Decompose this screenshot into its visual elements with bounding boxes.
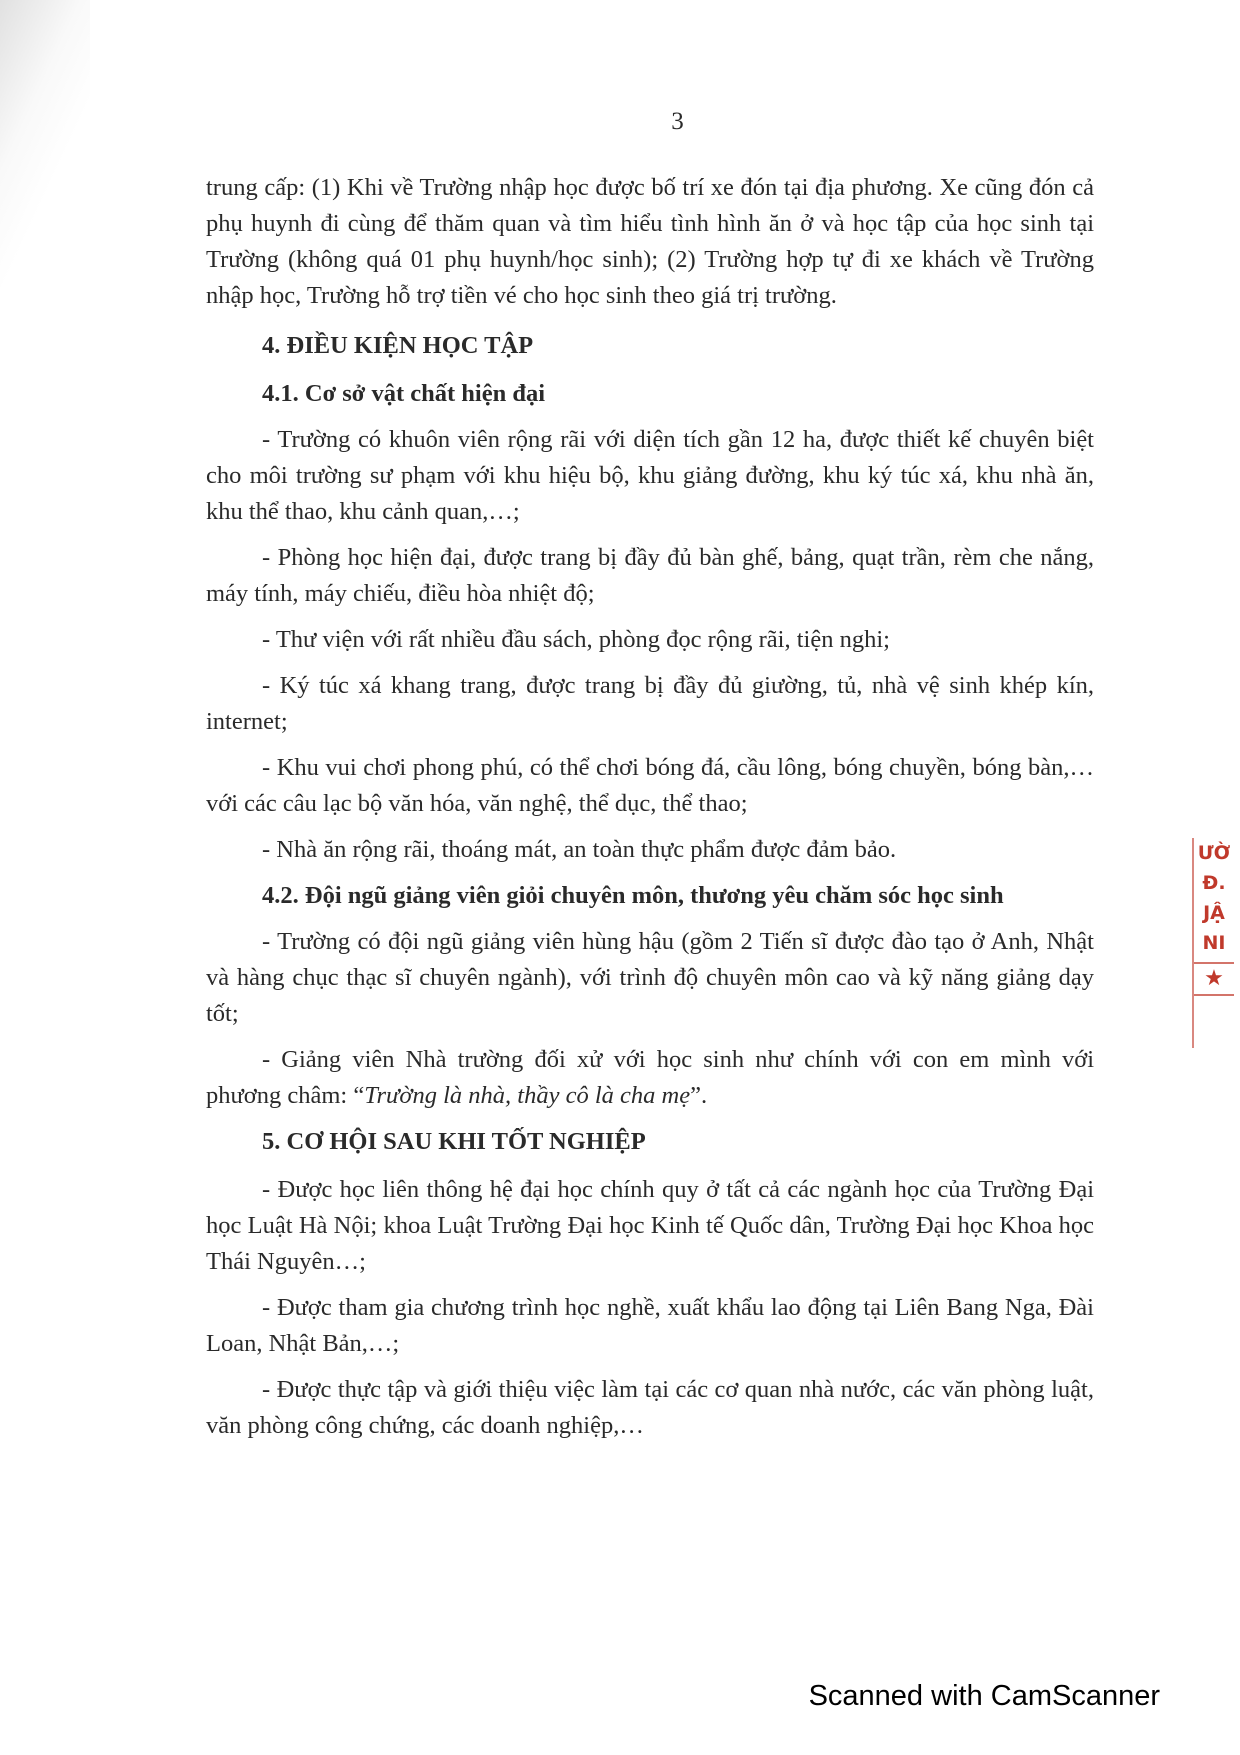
list-item-motto bbox=[206, 1042, 1094, 1114]
list-item: - Thư viện với rất nhiều đầu sách, phòng đọc rộng rãi, tiện nghi; bbox=[262, 626, 890, 653]
scan-edge-shadow bbox=[0, 0, 90, 300]
list-item: - Phòng học hiện đại, được trang bị đầy đủ bàn ghế, bảng, quạt trần, rèm che nắng, máy tính, máy chiếu, điều hòa nhiệt độ; bbox=[206, 544, 1094, 607]
camscanner-watermark: Scanned with CamScanner bbox=[808, 1680, 1160, 1712]
document-body bbox=[206, 170, 1094, 1454]
stamp-fragment: ƯỜ bbox=[1197, 842, 1231, 864]
list-item: - Được thực tập và giới thiệu việc làm tại các cơ quan nhà nước, các văn phòng luật, văn phòng công chứng, các doanh nghiệp,… bbox=[206, 1376, 1094, 1439]
list-item: - Trường có đội ngũ giảng viên hùng hậu (gồm 2 Tiến sĩ được đào tạo ở Anh, Nhật và hàng chục thạc sĩ chuyên ngành), với trình độ chuyên môn cao và kỹ năng giảng dạy tốt; bbox=[206, 928, 1094, 1027]
motto-suffix: ”. bbox=[690, 1082, 708, 1109]
motto-quote: Trường là nhà, thầy cô là cha mẹ bbox=[364, 1082, 691, 1109]
list-item: - Được tham gia chương trình học nghề, xuất khẩu lao động tại Liên Bang Nga, Đài Loan, Nhật Bản,…; bbox=[206, 1294, 1094, 1357]
list-item: - Nhà ăn rộng rãi, thoáng mát, an toàn thực phẩm được đảm bảo. bbox=[262, 836, 897, 863]
red-seal-stamp bbox=[1192, 838, 1234, 1048]
list-item: - Ký túc xá khang trang, được trang bị đầy đủ giường, tủ, nhà vệ sinh khép kín, internet; bbox=[206, 672, 1094, 735]
intro-paragraph: trung cấp: (1) Khi về Trường nhập học được bố trí xe đón tại địa phương. Xe cũng đón cả phụ huynh đi cùng để thăm quan và tìm hiểu tình hình ăn ở và học tập của học sinh tại Trường (không quá 01 phụ huynh/học sinh); (2) Trường hợp tự đi xe khách về Trường nhập học, Trường hỗ trợ tiền vé cho học sinh theo giá trị trường. bbox=[206, 174, 1094, 309]
motto-prefix: - Giảng viên Nhà trường đối xử với học sinh như chính với con em mình với phương châm: “ bbox=[206, 1046, 1094, 1109]
list-item: - Trường có khuôn viên rộng rãi với diện tích gần 12 ha, được thiết kế chuyên biệt cho môi trường sư phạm với khu hiệu bộ, khu giảng đường, khu ký túc xá, khu nhà ăn, khu thể thao, khu cảnh quan,…; bbox=[206, 426, 1094, 525]
list-item: - Khu vui chơi phong phú, có thể chơi bóng đá, cầu lông, bóng chuyền, bóng bàn,… với các câu lạc bộ văn hóa, văn nghệ, thể dục, thể thao; bbox=[206, 754, 1094, 817]
section-4-2-heading: 4.2. Đội ngũ giảng viên giỏi chuyên môn, thương yêu chăm sóc học sinh bbox=[262, 882, 1004, 909]
list-item: - Được học liên thông hệ đại học chính quy ở tất cả các ngành học của Trường Đại học Luật Hà Nội; khoa Luật Trường Đại học Kinh tế Quốc dân, Trường Đại học Khoa học Thái Nguyên…; bbox=[206, 1176, 1094, 1275]
page-number: 3 bbox=[671, 108, 684, 135]
section-5-heading: 5. CƠ HỘI SAU KHI TỐT NGHIỆP bbox=[262, 1128, 646, 1155]
stamp-fragment: Đ. bbox=[1202, 872, 1226, 894]
stamp-fragment: NI bbox=[1202, 932, 1226, 954]
section-4-1-heading: 4.1. Cơ sở vật chất hiện đại bbox=[262, 380, 546, 407]
section-4-heading: 4. ĐIỀU KIỆN HỌC TẬP bbox=[262, 332, 534, 359]
star-icon: ★ bbox=[1194, 962, 1234, 996]
stamp-fragment: JẬ bbox=[1203, 902, 1225, 924]
